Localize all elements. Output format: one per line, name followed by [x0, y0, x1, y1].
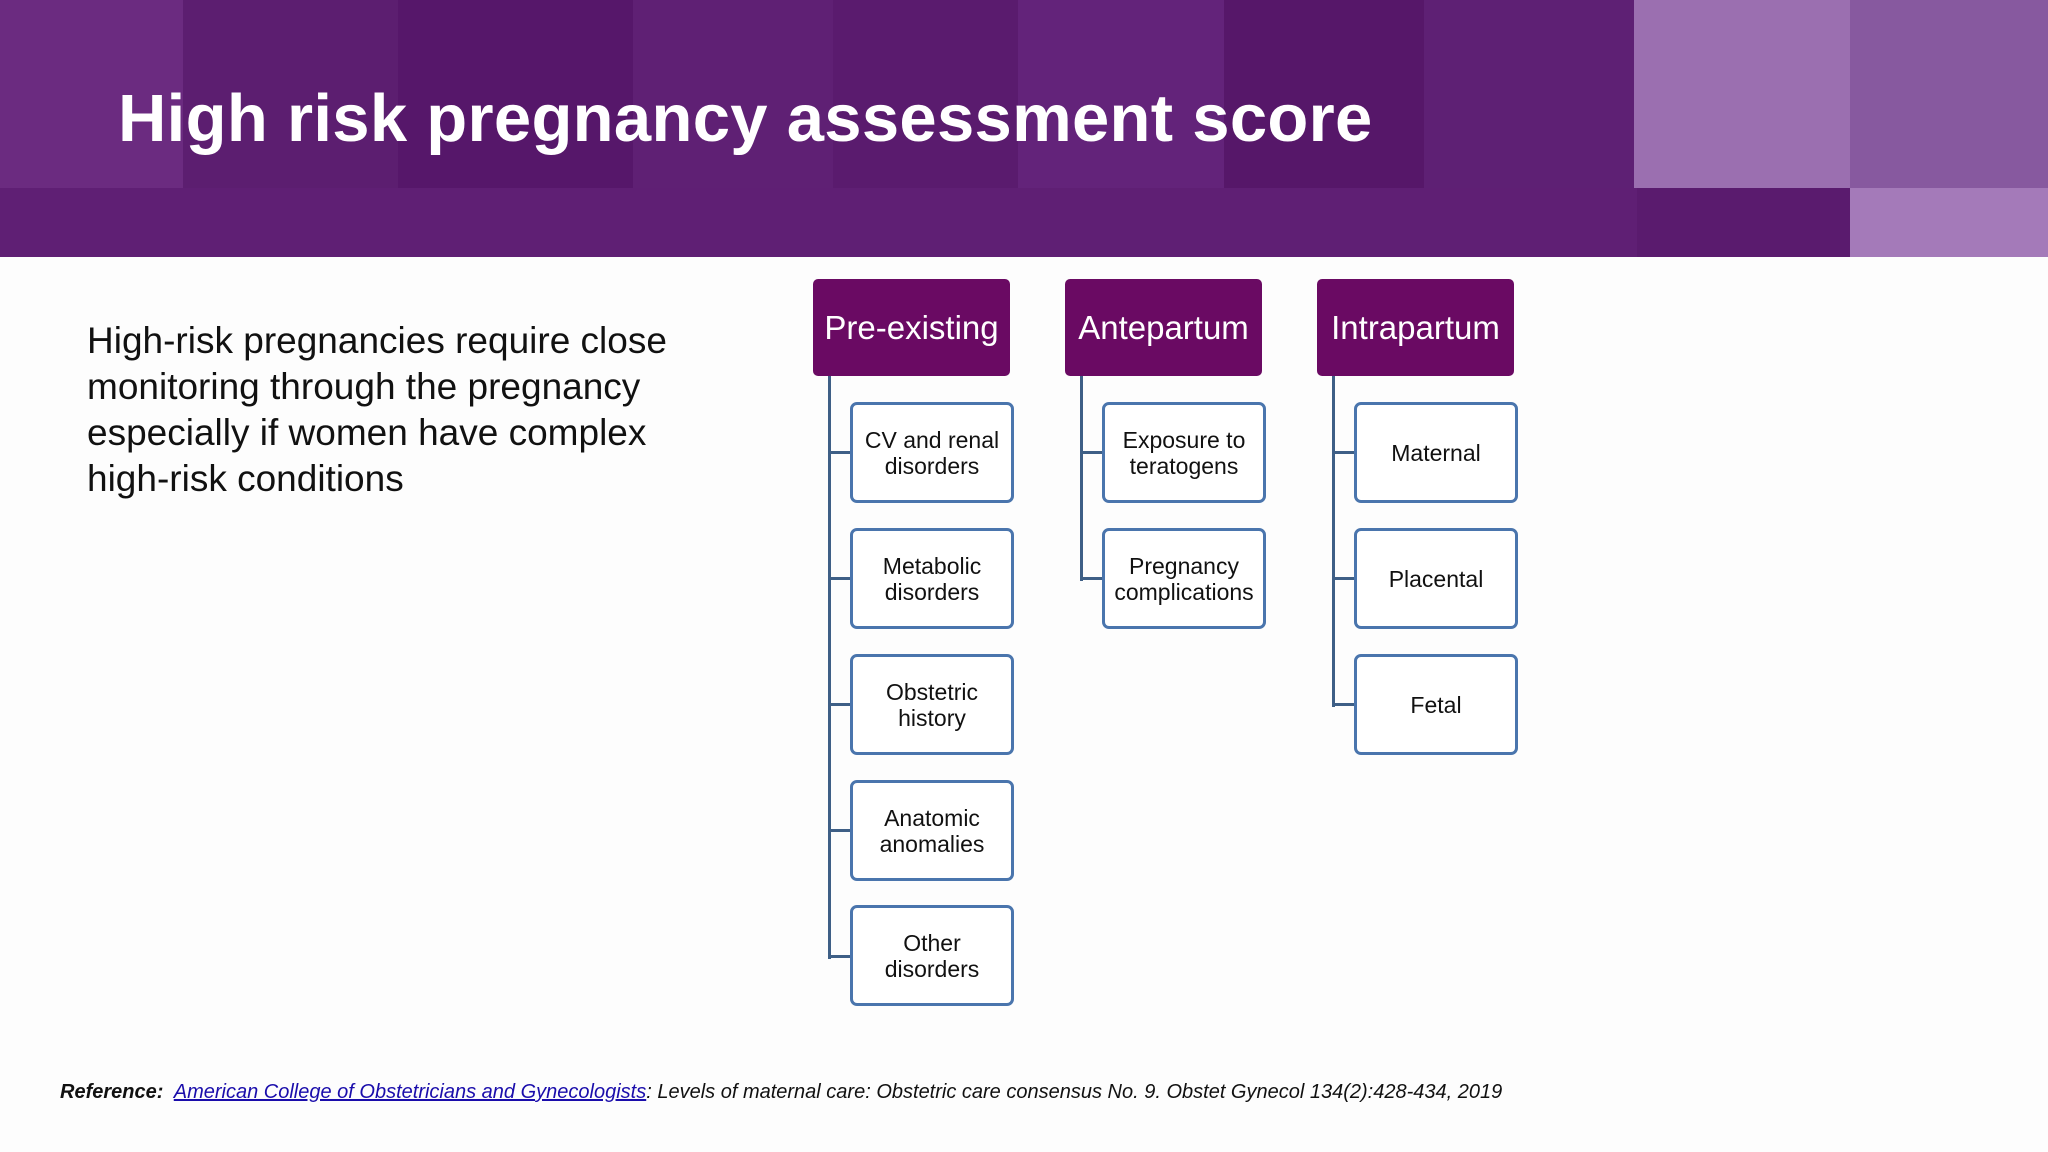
reference-link[interactable]: American College of Obstetricians and Gynecologists	[173, 1081, 647, 1103]
intro-text: High-risk pregnancies require close monitoring through the pregnancy especially if women have complex high-risk conditions	[87, 320, 667, 499]
item-cv-renal: CV and renal disorders	[850, 402, 1014, 503]
item-placental: Placental	[1354, 528, 1518, 629]
connector-line	[1080, 376, 1083, 581]
column-header-antepartum: Antepartum	[1065, 279, 1262, 376]
reference-label: Reference:	[60, 1081, 164, 1103]
column-header-pre-existing: Pre-existing	[813, 279, 1010, 376]
slide-title: High risk pregnancy assessment score	[118, 81, 1373, 156]
connector-line	[1332, 376, 1335, 707]
item-metabolic: Metabolic disorders	[850, 528, 1014, 629]
item-pregnancy-complications: Pregnancy complications	[1102, 528, 1266, 629]
item-teratogens: Exposure to teratogens	[1102, 402, 1266, 503]
item-maternal: Maternal	[1354, 402, 1518, 503]
column-header-intrapartum: Intrapartum	[1317, 279, 1514, 376]
item-anatomic-anomalies: Anatomic anomalies	[850, 780, 1014, 881]
reference-footer	[60, 1081, 1502, 1104]
reference-citation: : Levels of maternal care: Obstetric care consensus No. 9. Obstet Gynecol 134(2):428-434, 2019	[646, 1081, 1503, 1103]
connector-line	[828, 376, 831, 959]
item-obstetric-history: Obstetric history	[850, 654, 1014, 755]
item-fetal: Fetal	[1354, 654, 1518, 755]
item-other-disorders: Other disorders	[850, 905, 1014, 1006]
